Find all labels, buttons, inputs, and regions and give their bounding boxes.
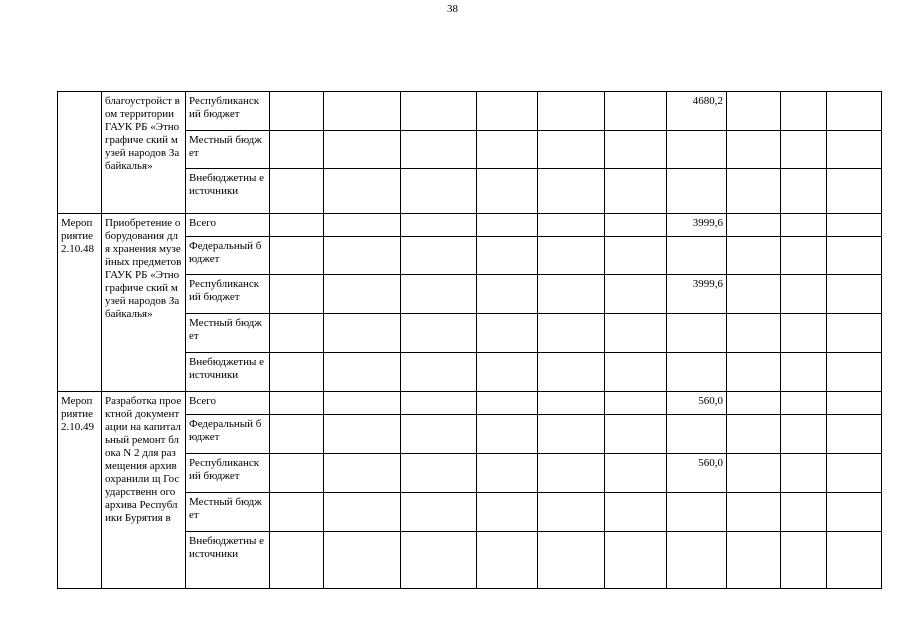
empty-cell (605, 92, 667, 131)
empty-cell (781, 214, 827, 237)
amount-cell: 560,0 (667, 454, 727, 493)
empty-cell (477, 131, 538, 169)
amount-cell: 3999,6 (667, 275, 727, 314)
empty-cell (270, 275, 324, 314)
empty-cell (270, 169, 324, 214)
empty-cell (477, 392, 538, 415)
empty-cell (827, 415, 882, 454)
empty-cell (605, 214, 667, 237)
empty-cell (827, 493, 882, 532)
empty-cell (538, 237, 605, 275)
empty-cell (727, 392, 781, 415)
funding-source-cell: Всего (186, 392, 270, 415)
empty-cell (605, 237, 667, 275)
empty-cell (538, 314, 605, 353)
empty-cell (477, 454, 538, 493)
empty-cell (727, 237, 781, 275)
empty-cell (477, 415, 538, 454)
measure-code-cell: Мероп риятие 2.10.49 (58, 392, 102, 589)
measure-name-cell: Приобретение оборудования для хранения музейных предметов ГАУК РБ «Этнографиче ский музей народов Забайкалья» (102, 214, 186, 392)
amount-cell (667, 314, 727, 353)
empty-cell (781, 275, 827, 314)
empty-cell (538, 415, 605, 454)
empty-cell (270, 314, 324, 353)
empty-cell (781, 314, 827, 353)
empty-cell (727, 131, 781, 169)
empty-cell (401, 532, 477, 589)
empty-cell (781, 169, 827, 214)
empty-cell (827, 275, 882, 314)
empty-cell (781, 454, 827, 493)
empty-cell (324, 169, 401, 214)
empty-cell (827, 392, 882, 415)
empty-cell (727, 353, 781, 392)
empty-cell (827, 214, 882, 237)
empty-cell (270, 415, 324, 454)
empty-cell (324, 237, 401, 275)
empty-cell (827, 532, 882, 589)
amount-cell (667, 169, 727, 214)
empty-cell (270, 237, 324, 275)
empty-cell (401, 92, 477, 131)
empty-cell (270, 214, 324, 237)
funding-source-cell: Внебюджетны е источники (186, 532, 270, 589)
measure-name-cell: благоустройст вом территории ГАУК РБ «Этнографиче ский музей народов Забайкалья» (102, 92, 186, 214)
empty-cell (605, 131, 667, 169)
empty-cell (477, 275, 538, 314)
empty-cell (727, 415, 781, 454)
empty-cell (324, 275, 401, 314)
empty-cell (270, 353, 324, 392)
empty-cell (401, 314, 477, 353)
empty-cell (781, 92, 827, 131)
table-row (58, 214, 882, 237)
empty-cell (827, 92, 882, 131)
empty-cell (401, 275, 477, 314)
funding-source-cell: Местный бюджет (186, 314, 270, 353)
empty-cell (538, 169, 605, 214)
empty-cell (477, 169, 538, 214)
empty-cell (477, 237, 538, 275)
empty-cell (538, 392, 605, 415)
empty-cell (324, 314, 401, 353)
empty-cell (727, 532, 781, 589)
amount-cell (667, 353, 727, 392)
empty-cell (401, 169, 477, 214)
empty-cell (538, 454, 605, 493)
empty-cell (605, 532, 667, 589)
empty-cell (538, 131, 605, 169)
empty-cell (727, 493, 781, 532)
empty-cell (605, 392, 667, 415)
empty-cell (270, 392, 324, 415)
funding-source-cell: Республиканск ий бюджет (186, 92, 270, 131)
funding-source-cell: Республиканск ий бюджет (186, 275, 270, 314)
amount-cell (667, 493, 727, 532)
empty-cell (727, 214, 781, 237)
empty-cell (781, 415, 827, 454)
empty-cell (827, 353, 882, 392)
amount-cell (667, 237, 727, 275)
empty-cell (727, 314, 781, 353)
empty-cell (401, 237, 477, 275)
empty-cell (605, 314, 667, 353)
empty-cell (270, 493, 324, 532)
empty-cell (401, 415, 477, 454)
empty-cell (270, 454, 324, 493)
empty-cell (324, 392, 401, 415)
funding-source-cell: Местный бюджет (186, 493, 270, 532)
empty-cell (538, 493, 605, 532)
empty-cell (605, 353, 667, 392)
empty-cell (401, 493, 477, 532)
empty-cell (605, 493, 667, 532)
empty-cell (270, 532, 324, 589)
empty-cell (401, 392, 477, 415)
amount-cell (667, 131, 727, 169)
budget-table (57, 91, 882, 589)
empty-cell (477, 214, 538, 237)
empty-cell (324, 214, 401, 237)
amount-cell: 4680,2 (667, 92, 727, 131)
empty-cell (538, 353, 605, 392)
empty-cell (270, 131, 324, 169)
empty-cell (324, 131, 401, 169)
empty-cell (538, 214, 605, 237)
empty-cell (401, 454, 477, 493)
amount-cell (667, 532, 727, 589)
measure-code-cell: Мероп риятие 2.10.48 (58, 214, 102, 392)
measure-name-cell: Разработка проектной документации на капитальный ремонт блока N 2 для размещения архивохранили щ Государственн ого архива Республики Бурятия в (102, 392, 186, 589)
empty-cell (727, 454, 781, 493)
empty-cell (727, 92, 781, 131)
empty-cell (605, 454, 667, 493)
empty-cell (477, 532, 538, 589)
amount-cell: 3999,6 (667, 214, 727, 237)
empty-cell (827, 169, 882, 214)
empty-cell (727, 275, 781, 314)
empty-cell (324, 532, 401, 589)
empty-cell (727, 169, 781, 214)
funding-source-cell: Внебюджетны е источники (186, 169, 270, 214)
empty-cell (781, 237, 827, 275)
empty-cell (324, 353, 401, 392)
empty-cell (401, 131, 477, 169)
table-row (58, 92, 882, 131)
empty-cell (324, 493, 401, 532)
amount-cell: 560,0 (667, 392, 727, 415)
empty-cell (477, 493, 538, 532)
empty-cell (827, 314, 882, 353)
empty-cell (538, 275, 605, 314)
empty-cell (324, 92, 401, 131)
table-row (58, 392, 882, 415)
funding-source-cell: Федеральный бюджет (186, 237, 270, 275)
empty-cell (605, 169, 667, 214)
empty-cell (538, 92, 605, 131)
empty-cell (324, 454, 401, 493)
empty-cell (324, 415, 401, 454)
measure-code-cell (58, 92, 102, 214)
funding-source-cell: Всего (186, 214, 270, 237)
funding-source-cell: Республиканск ий бюджет (186, 454, 270, 493)
empty-cell (401, 353, 477, 392)
empty-cell (781, 493, 827, 532)
empty-cell (827, 131, 882, 169)
funding-source-cell: Внебюджетны е источники (186, 353, 270, 392)
empty-cell (538, 532, 605, 589)
empty-cell (781, 131, 827, 169)
funding-source-cell: Федеральный бюджет (186, 415, 270, 454)
empty-cell (477, 314, 538, 353)
empty-cell (401, 214, 477, 237)
empty-cell (270, 92, 324, 131)
page-number: 38 (447, 3, 458, 15)
empty-cell (781, 392, 827, 415)
funding-source-cell: Местный бюджет (186, 131, 270, 169)
empty-cell (781, 353, 827, 392)
empty-cell (827, 454, 882, 493)
empty-cell (605, 275, 667, 314)
amount-cell (667, 415, 727, 454)
empty-cell (781, 532, 827, 589)
empty-cell (605, 415, 667, 454)
empty-cell (827, 237, 882, 275)
empty-cell (477, 92, 538, 131)
empty-cell (477, 353, 538, 392)
